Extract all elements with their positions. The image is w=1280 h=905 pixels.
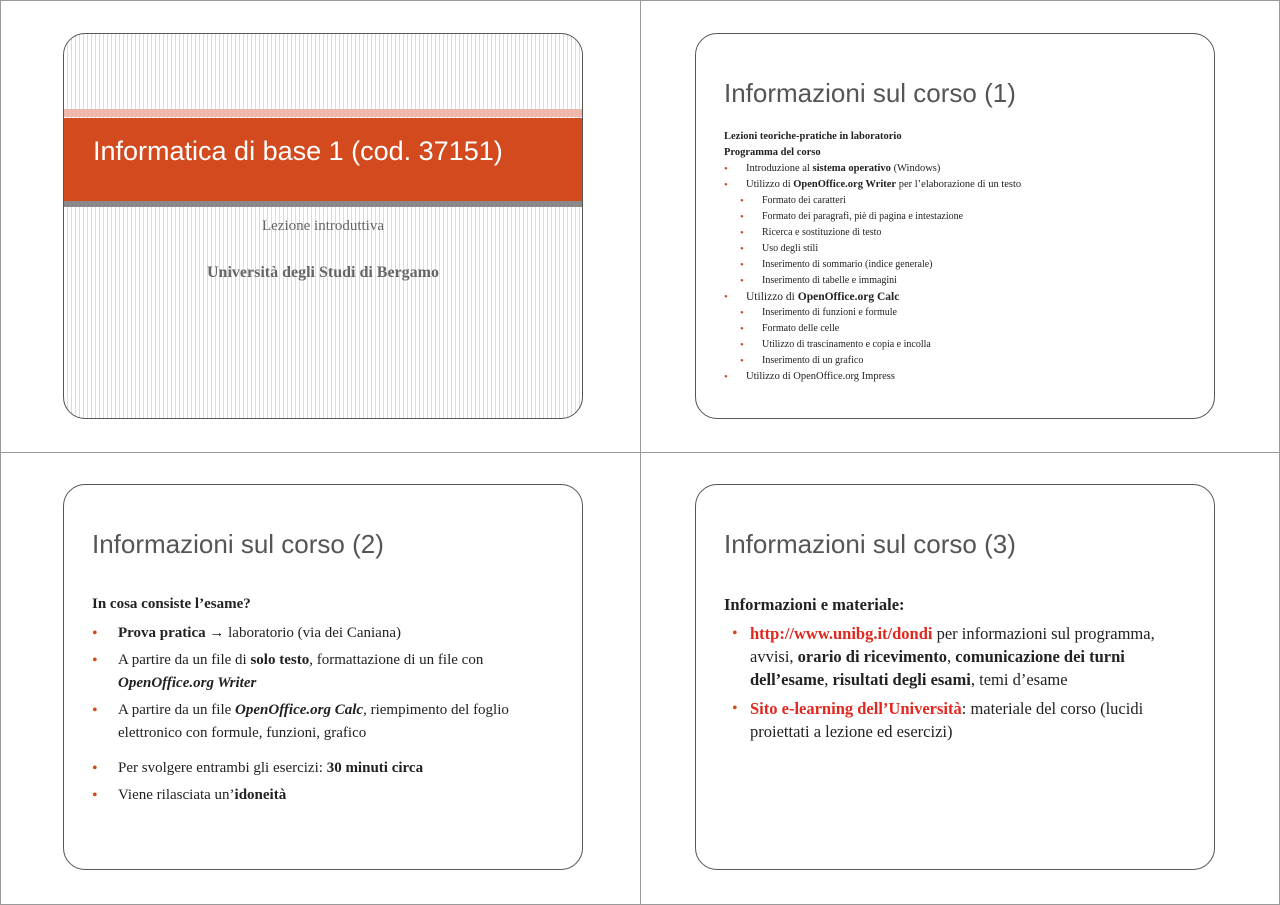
- list-item: • Introduzione al sistema operativo (Windows): [724, 161, 1194, 177]
- course-link[interactable]: http://www.unibg.it/dondi: [750, 624, 933, 643]
- sub-list-item: • Formato dei paragrafi, piè di pagina e intestazione: [724, 209, 1194, 225]
- sub-list-item: • Formato delle celle: [724, 321, 1194, 337]
- list-item: • Prova pratica → laboratorio (via dei Caniana): [92, 622, 562, 645]
- body-heading: Lezioni teoriche-pratiche in laboratorio: [724, 131, 902, 142]
- body-heading: In cosa consiste l’esame?: [92, 596, 251, 612]
- slide-course-info-1: [695, 33, 1215, 419]
- slide-body: [92, 593, 562, 811]
- title-band-top: [64, 109, 582, 117]
- title-band-bottom: [64, 201, 582, 207]
- body-heading: Programma del corso: [724, 147, 821, 158]
- list-item: • Utilizzo di OpenOffice.org Impress: [724, 369, 1194, 385]
- elearning-link[interactable]: Sito e-learning dell’Università: [750, 699, 962, 718]
- sub-list-item: • Inserimento di funzioni e formule: [724, 305, 1194, 321]
- body-heading: Informazioni e materiale:: [724, 595, 905, 614]
- institution-name: Università degli Studi di Bergamo: [206, 264, 439, 281]
- list-item: • A partire da un file OpenOffice.org Calc, riempimento del foglio elettronico con formule, funzioni, grafico: [92, 699, 562, 745]
- sub-list-item: • Utilizzo di trascinamento e copia e incolla: [724, 337, 1194, 353]
- list-item: • Per svolgere entrambi gli esercizi: 30 minuti circa: [92, 757, 562, 780]
- lesson-subtitle: Lezione introduttiva: [261, 218, 385, 234]
- sub-list-item: • Formato dei caratteri: [724, 193, 1194, 209]
- list-item: • A partire da un file di solo testo, formattazione di un file con OpenOffice.org Writer: [92, 649, 562, 695]
- list-item: • Utilizzo di OpenOffice.org Writer per l’elaborazione di un testo: [724, 177, 1194, 193]
- slide-body: [724, 129, 1194, 385]
- sub-list-item: • Inserimento di un grafico: [724, 353, 1194, 369]
- list-item: • Utilizzo di OpenOffice.org Calc: [724, 289, 1194, 305]
- slide-title-page: [63, 33, 583, 419]
- presentation-title: Informatica di base 1 (cod. 37151): [93, 136, 503, 166]
- slide-title: Informazioni sul corso (2): [92, 529, 384, 559]
- list-item: • Viene rilasciata un’idoneità: [92, 784, 562, 807]
- sub-list-item: • Inserimento di tabelle e immagini: [724, 273, 1194, 289]
- slide-course-info-2: [63, 484, 583, 870]
- horizontal-divider: [0, 452, 1280, 453]
- sub-list-item: • Inserimento di sommario (indice generale): [724, 257, 1194, 273]
- sub-list-item: • Ricerca e sostituzione di testo: [724, 225, 1194, 241]
- list-item: • http://www.unibg.it/dondi per informazioni sul programma, avvisi, orario di ricevimento, comunicazione dei turni dell’esame, risultati degli esami, temi d’esame: [724, 622, 1189, 691]
- slide-body: [724, 593, 1189, 749]
- list-item: • Sito e-learning dell’Università: materiale del corso (lucidi proiettati a lezione ed esercizi): [724, 697, 1189, 743]
- slide-title: Informazioni sul corso (3): [724, 529, 1016, 559]
- slide-title: Informazioni sul corso (1): [724, 78, 1016, 108]
- sub-list-item: • Uso degli stili: [724, 241, 1194, 257]
- slide-course-info-3: [695, 484, 1215, 870]
